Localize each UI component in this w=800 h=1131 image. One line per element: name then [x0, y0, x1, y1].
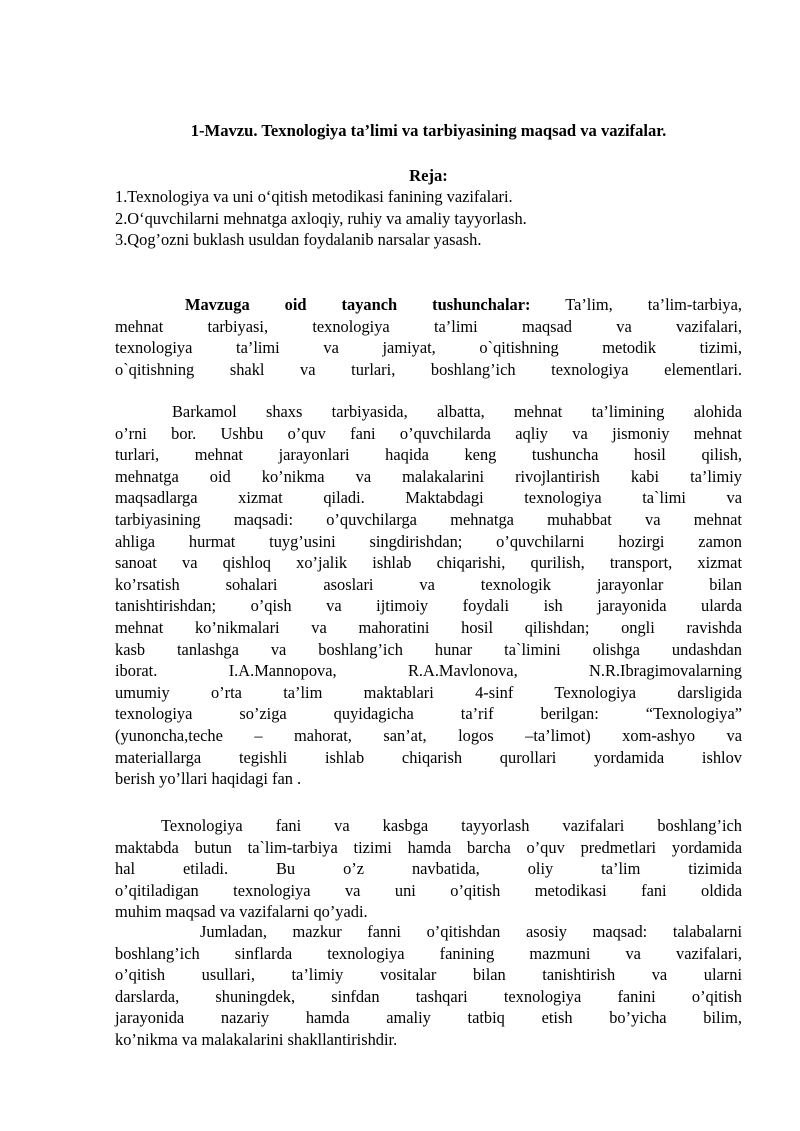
plan-heading: Reja:	[409, 166, 448, 185]
paragraph-line: Texnologiya fani va kasbga tayyorlash vazifalari boshlang’ich	[161, 816, 742, 835]
paragraph-line: turlari, mehnat jarayonlari haqida keng tushuncha hosil qilish,	[115, 445, 742, 465]
keywords-line: texnologiya ta’limi va jamiyat, o`qitishning metodik tizimi,	[115, 338, 742, 358]
paragraph-line: mehnat ko’nikmalari va mahoratini hosil qilishdan; ongli ravishda	[115, 617, 742, 637]
plan-list	[115, 186, 742, 251]
paragraph-line: ahliga hurmat tuyg’usini singdirishdan; o’quvchilarni hozirgi zamon	[115, 531, 742, 551]
paragraph-line: sanoat va qishloq xo’jalik ishlab chiqarishi, qurilish, transport, xizmat	[115, 553, 742, 573]
paragraph-line: iborat. I.A.Mannopova, R.A.Mavlonova, N.R.Ibragimovalarning	[115, 661, 742, 681]
paragraph-line: tarbiyasining maqsadi: o’quvchilarga mehnatga muhabbat va mehnat	[115, 509, 742, 529]
paragraph-line: muhim maqsad va vazifalarni qo’yadi.	[115, 902, 368, 922]
keywords-text: Ta’lim, ta’lim-tarbiya,	[530, 295, 742, 314]
body-paragraph-3	[115, 815, 742, 923]
paragraph-line: berish yo’llari haqidagi fan .	[115, 769, 302, 789]
paragraph-line: tanishtirishdan; o’qish va ijtimoiy foydali ish jarayonida ularda	[115, 596, 742, 616]
body-paragraph-2	[115, 401, 742, 790]
paragraph-line: kasb tanlashga va boshlang’ich hunar ta`limini olishga undashdan	[115, 639, 742, 659]
paragraph-line: mehnatga oid ko’nikma va malakalarini rivojlantirish kabi ta’limiy	[115, 466, 742, 486]
paragraph-line: maktabda butun ta`lim-tarbiya tizimi hamda barcha o’quv predmetlari yordamida	[115, 837, 742, 857]
paragraph-line: Jumladan, mazkur fanni o’qitishdan asosiy maqsad: talabalarni	[200, 922, 742, 941]
body-paragraph-4	[115, 921, 742, 1051]
plan-item: 2.O‘quvchilarni mehnatga axloqiy, ruhiy va amaliy tayyorlash.	[115, 208, 527, 228]
keywords-line	[115, 294, 742, 316]
keywords-line: mehnat tarbiyasi, texnologiya ta’limi maqsad va vazifalari,	[115, 316, 742, 336]
paragraph-line: umumiy o’rta ta’lim maktablari 4-sinf Texnologiya darsligida	[115, 682, 742, 702]
paragraph-line: materiallarga tegishli ishlab chiqarish qurollari yordamida ishlov	[115, 747, 742, 767]
paragraph-line: maqsadlarga xizmat qiladi. Maktabdagi texnologiya ta`limi va	[115, 488, 742, 508]
keywords-line: o`qitishning shakl va turlari, boshlang’ich texnologiya elementlari.	[115, 359, 742, 379]
paragraph-line: o’rni bor. Ushbu o’quv fani o’quvchilarda aqliy va jismoniy mehnat	[115, 423, 742, 443]
paragraph-line: hal etiladi. Bu o’z navbatida, oliy ta’lim tizimida	[115, 859, 742, 879]
keywords-label: Mavzuga oid tayanch tushunchalar:	[185, 295, 531, 314]
paragraph-line: ko’rsatish sohalari asoslari va texnologik jarayonlar bilan	[115, 574, 742, 594]
paragraph-line: Barkamol shaxs tarbiyasida, albatta, mehnat ta’limining alohida	[172, 402, 742, 421]
document-title: 1-Mavzu. Texnologiya ta’limi va tarbiyasining maqsad va vazifalar.	[190, 121, 667, 140]
plan-item: 1.Texnologiya va uni o‘qitish metodikasi fanining vazifalari.	[115, 187, 513, 206]
paragraph-line: (yunoncha,teche – mahorat, san’at, logos –ta’limot) xom-ashyo va	[115, 725, 742, 745]
paragraph-line: o’qitiladigan texnologiya va uni o’qitish metodikasi fani oldida	[115, 880, 742, 900]
paragraph-line: o’qitish usullari, ta’limiy vositalar bilan tanishtirish va ularni	[115, 965, 742, 985]
keywords-paragraph	[115, 294, 742, 380]
paragraph-line: boshlang’ich sinflarda texnologiya fanining mazmuni va vazifalari,	[115, 943, 742, 963]
paragraph-line: jarayonida nazariy hamda amaliy tatbiq etish bo’yicha bilim,	[115, 1008, 742, 1028]
paragraph-line: ko’nikma va malakalarini shakllantirishdir.	[115, 1029, 398, 1049]
paragraph-line: texnologiya so’ziga quyidagicha ta’rif berilgan: “Texnologiya”	[115, 704, 742, 724]
plan-item: 3.Qog’ozni buklash usuldan foydalanib narsalar yasash.	[115, 230, 482, 249]
paragraph-line: darslarda, shuningdek, sinfdan tashqari texnologiya fanini o’qitish	[115, 986, 742, 1006]
